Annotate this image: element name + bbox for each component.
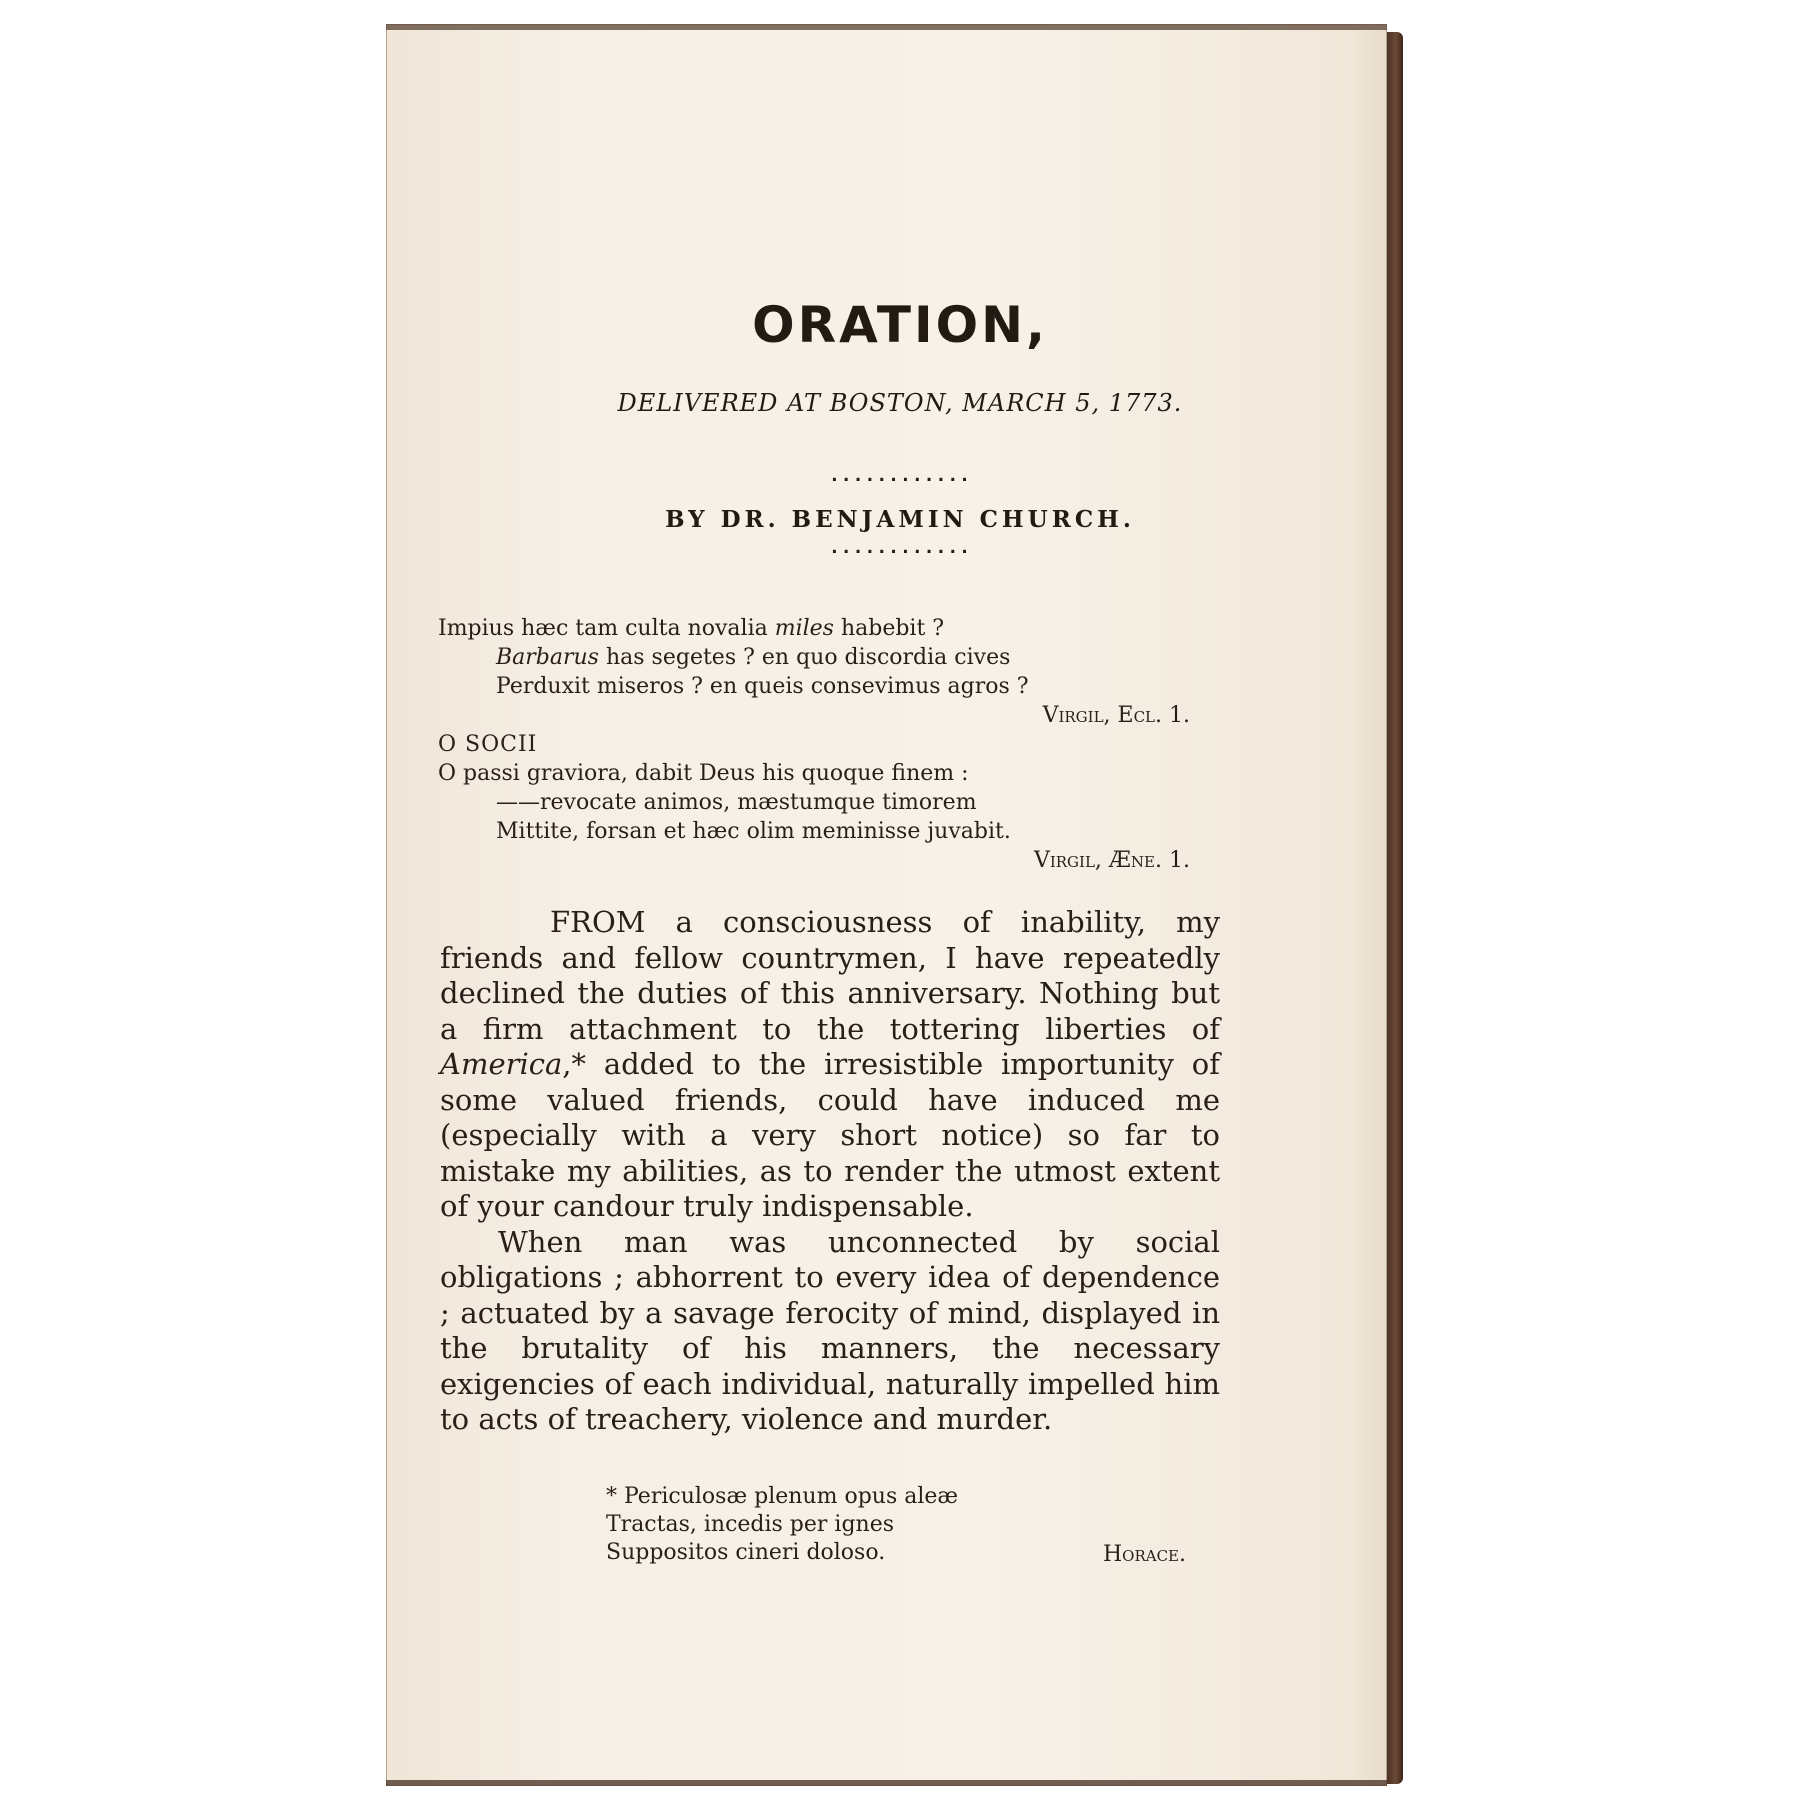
epigraph-label: O SOCII <box>438 732 538 757</box>
verse-text: Impius hæc tam culta novalia <box>438 616 775 641</box>
citation-virgil-ecl: Virgil, Ecl. 1. <box>1042 703 1190 728</box>
paragraph-text: ,* added to the irresistible importunity of some valued friends, could have induced me (especially with a very short notice) so far to mistake my abilities, as to render the utmost extent of your candour truly indispensable. <box>440 1047 1220 1223</box>
verse-line: ——revocate animos, mæstumque timorem <box>496 790 977 815</box>
epigraph-virgil-aeneid <box>438 730 1198 875</box>
verse-line: Mittite, forsan et hæc olim meminisse juvabit. <box>496 819 1011 844</box>
verse-italic: Barbarus <box>496 645 599 670</box>
footnote-line: * Periculosæ plenum opus aleæ <box>606 1484 959 1509</box>
verse-line: O passi graviora, dabit Deus his quoque finem : <box>438 761 969 786</box>
dot-rule-top: ............ <box>828 465 972 486</box>
verse-text: habebit ? <box>833 616 945 641</box>
paragraph-2: When man was unconnected by social obligations ; abhorrent to every idea of dependence ; actuated by a savage ferocity of mind, displayed in the brutality of his manners, the necessary exigencies of each individual, naturally impelled him to acts of treachery, violence and murder. <box>440 1224 1220 1436</box>
citation-virgil-aene: Virgil, Æne. 1. <box>1033 848 1190 873</box>
verse-line <box>438 643 1198 672</box>
oration-body <box>440 905 1220 1438</box>
verse-line <box>438 614 1198 643</box>
epigraph-virgil-eclogue <box>438 614 1198 730</box>
author-line: BY DR. BENJAMIN CHURCH. <box>665 506 1135 533</box>
paragraph-italic: America <box>440 1047 563 1081</box>
page-title: ORATION, <box>752 296 1048 354</box>
footnote <box>606 1483 1186 1567</box>
dot-rule-bottom: ............ <box>828 537 972 558</box>
footnote-line: Tractas, incedis per ignes <box>606 1512 895 1537</box>
paragraph-1 <box>440 905 1220 1225</box>
paragraph-text: FROM a consciousness of inability, my friends and fellow countrymen, I have repeatedly declined the duties of this anniversary. Nothing but a firm attachment to the tottering liberties of <box>440 905 1220 1046</box>
verse-italic: miles <box>774 616 834 641</box>
subtitle: DELIVERED AT BOSTON, MARCH 5, 1773. <box>617 389 1183 417</box>
footnote-line: Suppositos cineri doloso. <box>606 1540 886 1565</box>
verse-line: Perduxit miseros ? en queis consevimus agros ? <box>496 674 1029 699</box>
verse-text: has segetes ? en quo discordia cives <box>598 645 1011 670</box>
footnote-author: Horace. <box>1102 1542 1186 1567</box>
